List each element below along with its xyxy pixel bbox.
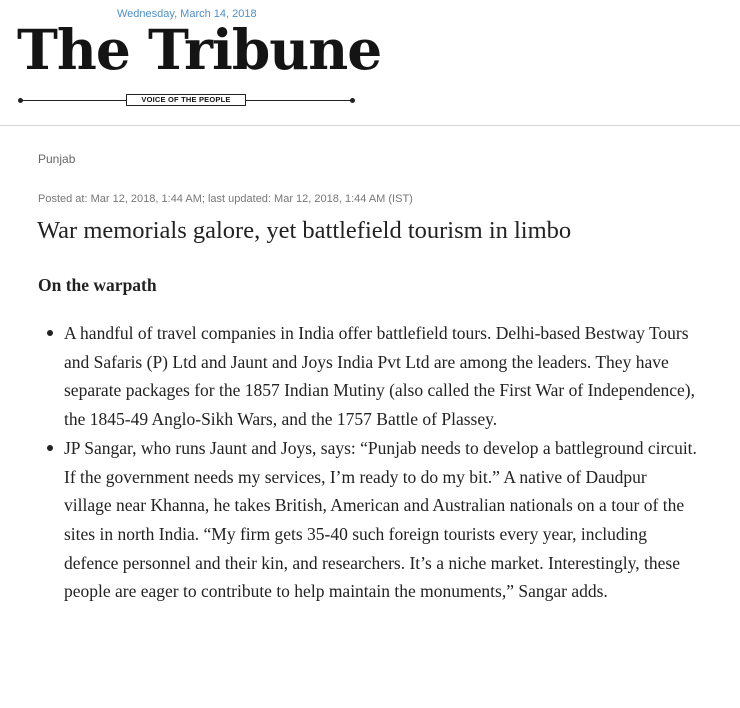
tribune-logo[interactable] <box>14 16 382 110</box>
tagline-right-rule <box>246 100 352 101</box>
list-item <box>38 434 698 606</box>
list-item-text: JP Sangar, who runs Jaunt and Joys, says: “Punjab needs to develop a battleground circuit. If the government needs my services, I’m ready to do my bit.” A native of Daudpur village near Khanna, he takes British, American and Australian nationals on a tour of the sites in north India. “My firm gets 35-40 such foreign tourists every year, including defence personnel and their kin, and researchers. It’s a niche market. Interestingly, these people are eager to contribute to help maintain the monuments,” Sangar adds. <box>64 437 697 602</box>
list-item <box>38 319 698 434</box>
masthead <box>0 0 740 126</box>
posted-meta: Posted at: Mar 12, 2018, 1:44 AM; last updated: Mar 12, 2018, 1:44 AM (IST) <box>38 193 413 205</box>
tagline: VOICE OF THE PEOPLE <box>126 94 246 106</box>
logo-wordmark: The Tribune <box>17 17 382 82</box>
section-label[interactable]: Punjab <box>38 152 76 166</box>
bullet-list <box>38 319 698 606</box>
list-item-text: A handful of travel companies in India offer battlefield tours. Delhi-based Bestway Tours and Safaris (P) Ltd and Jaunt and Joys India Pvt Ltd are among the leaders. They have separate packages for the 1857 Indian Mutiny (also called the First War of Independence), the 1845-49 Anglo-Sikh Wars, and the 1757 Battle of Plassey. <box>64 323 695 430</box>
header-date: Wednesday, March 14, 2018 <box>117 8 257 20</box>
article-headline: War memorials galore, yet battlefield tourism in limbo <box>37 217 572 244</box>
article-subheading: On the warpath <box>38 275 157 295</box>
tagline-right-dot <box>350 98 355 103</box>
tagline-left-rule <box>20 100 126 101</box>
bullet-dot-icon <box>47 445 53 451</box>
bullet-dot-icon <box>47 330 53 336</box>
